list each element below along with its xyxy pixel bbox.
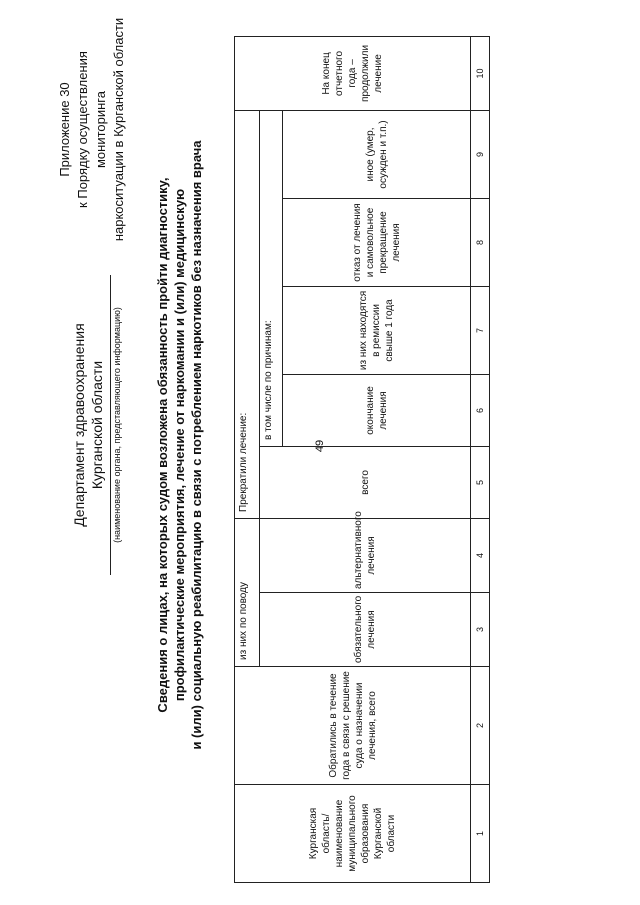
column-number: 3 bbox=[471, 593, 490, 667]
report-table bbox=[234, 36, 490, 883]
header-other: иное (умер, осужден и т.п.) bbox=[283, 110, 471, 198]
header-group-reason: из них по поводу bbox=[235, 518, 260, 666]
appendix-line-2: к Порядку осуществления мониторинга bbox=[75, 51, 108, 208]
department-line-2: Курганской области bbox=[89, 360, 105, 490]
column-number: 10 bbox=[471, 36, 490, 110]
document-title bbox=[154, 45, 205, 845]
appendix-heading bbox=[56, 12, 128, 247]
header-stopped-total: всего bbox=[260, 446, 471, 518]
appendix-line-3: наркоситуации в Курганской области bbox=[111, 17, 126, 242]
header-group-stopped: Прекратили лечение: bbox=[235, 110, 260, 518]
title-line-3: и (или) социальную реабилитацию в связи с потреблением наркотиков без назначения врача bbox=[189, 140, 204, 750]
column-number: 1 bbox=[471, 785, 490, 883]
department-line-1: Департамент здравоохранения bbox=[71, 323, 87, 527]
column-number: 9 bbox=[471, 110, 490, 198]
column-number: 5 bbox=[471, 446, 490, 518]
header-applied-total: Обратились в течение года в связи с решение суда о назначении лечения, всего bbox=[235, 667, 471, 785]
department-block bbox=[70, 275, 106, 575]
column-number: 6 bbox=[471, 374, 490, 446]
column-number: 2 bbox=[471, 667, 490, 785]
title-line-1: Сведения о лицах, на которых судом возложена обязанность пройти диагностику, bbox=[155, 177, 170, 713]
column-number: 7 bbox=[471, 286, 490, 374]
header-territory: Курганская область/ наименование муниципального образования Курганской области bbox=[235, 785, 471, 883]
column-number: 4 bbox=[471, 518, 490, 592]
header-refusal: отказ от лечения и самовольное прекращение лечения bbox=[283, 198, 471, 286]
appendix-line-1: Приложение 30 bbox=[57, 82, 72, 177]
header-alternative: альтернативного лечения bbox=[260, 518, 471, 592]
header-group-causes: в том числе по причинам: bbox=[260, 110, 283, 446]
header-continued: На конец отчетного года – продолжили лечение bbox=[235, 36, 471, 110]
department-caption: (наименование органа, представляющего информацию) bbox=[112, 307, 122, 543]
page-number: 49 bbox=[314, 439, 326, 453]
department-underline bbox=[110, 275, 111, 575]
title-line-2: профилактические мероприятия, лечение от наркомании и (или) медицинскую bbox=[172, 188, 187, 702]
column-number: 8 bbox=[471, 198, 490, 286]
header-remission: из них находятся в ремиссии свыше 1 года bbox=[283, 286, 471, 374]
header-mandatory: обязательного лечения bbox=[260, 593, 471, 667]
header-completed: окончание лечения bbox=[283, 374, 471, 446]
